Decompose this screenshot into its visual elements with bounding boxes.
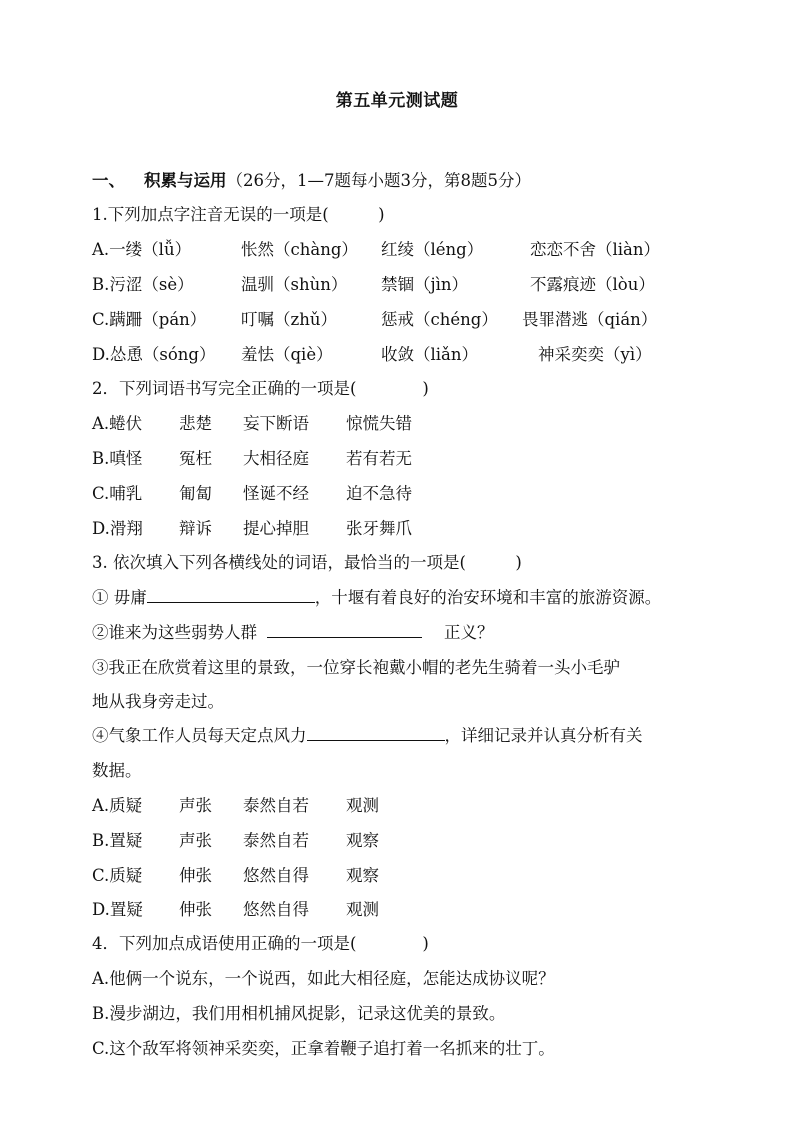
option-cell: 声张 bbox=[179, 831, 212, 850]
option-cell: C.质疑 bbox=[92, 866, 143, 885]
question-4-stem: 4．下列加点成语使用正确的一项是( ) bbox=[92, 934, 429, 953]
question-4-option-a: A.他俩一个说东，一个说西，如此大相径庭，怎能达成协议呢？ bbox=[92, 969, 555, 988]
section-title: 积累与运用 bbox=[144, 171, 227, 190]
option-cell: 禁锢（jìn） bbox=[381, 275, 469, 294]
option-cell: 怅然（chàng） bbox=[241, 240, 358, 259]
option-cell: 迫不急待 bbox=[346, 484, 412, 503]
question-4-option-b: B.漫步湖边，我们用相机捕风捉影，记录这优美的景致。 bbox=[92, 1004, 506, 1023]
option-cell: 若有若无 bbox=[346, 449, 412, 468]
question-4-option-c: C.这个敌军将领神采奕奕，正拿着鞭子追打着一名抓来的壮丁。 bbox=[92, 1039, 555, 1058]
option-cell: 叮嘱（zhǔ） bbox=[241, 310, 337, 329]
option-cell: C.蹒跚（pán） bbox=[92, 310, 207, 329]
option-cell: 羞怯（qiè） bbox=[241, 345, 333, 364]
question-1-stem: 1.下列加点字注音无误的一项是( ) bbox=[92, 205, 385, 224]
option-cell: 观测 bbox=[346, 796, 379, 815]
page-title: 第五单元测试题 bbox=[335, 91, 459, 111]
option-cell: A.一缕（lǚ） bbox=[92, 240, 192, 259]
option-cell: 怪诞不经 bbox=[243, 484, 309, 503]
sentence-prefix: ④气象工作人员每天定点风力 bbox=[92, 726, 307, 745]
question-3-sentence-3-cont: 地从我身旁走过。 bbox=[92, 692, 224, 711]
sentence-suffix: 正义？ bbox=[444, 623, 494, 642]
sentence-suffix: ，十堰有着良好的治安环境和丰富的旅游资源。 bbox=[314, 588, 662, 607]
option-cell: 收敛（liǎn） bbox=[381, 345, 479, 364]
question-3-sentence-4-cont: 数据。 bbox=[92, 761, 142, 780]
option-cell: D.怂恿（sóng） bbox=[92, 345, 216, 364]
option-cell: B.污涩（sè） bbox=[92, 275, 194, 294]
option-cell: D.滑翔 bbox=[92, 519, 143, 538]
question-3-sentence-2 bbox=[92, 618, 494, 648]
option-cell: 惊慌失错 bbox=[346, 414, 412, 433]
option-cell: 冤枉 bbox=[179, 449, 212, 468]
fill-blank bbox=[307, 722, 445, 741]
sentence-prefix: ②谁来为这些弱势人群 bbox=[92, 623, 257, 642]
option-cell: 泰然自若 bbox=[243, 796, 309, 815]
option-cell: 张牙舞爪 bbox=[346, 519, 412, 538]
sentence-suffix: ，详细记录并认真分析有关 bbox=[444, 726, 643, 745]
option-cell: 不露痕迹（lòu） bbox=[530, 275, 655, 294]
option-cell: 观察 bbox=[346, 831, 379, 850]
option-cell: 红绫（léng） bbox=[381, 240, 484, 259]
question-2-stem: 2．下列词语书写完全正确的一项是( ) bbox=[92, 379, 429, 398]
section-note: （26分，1—7题每小题3分，第8题5分） bbox=[226, 171, 531, 190]
option-cell: A.质疑 bbox=[92, 796, 143, 815]
sentence-prefix: ① 毋庸 bbox=[92, 588, 147, 607]
option-cell: 伸张 bbox=[179, 900, 212, 919]
option-cell: 悠然自得 bbox=[243, 900, 309, 919]
option-cell: 观测 bbox=[346, 900, 379, 919]
option-cell: B.嗔怪 bbox=[92, 449, 143, 468]
option-cell: 伸张 bbox=[179, 866, 212, 885]
option-cell: 大相径庭 bbox=[243, 449, 309, 468]
option-cell: 畏罪潜逃（qián） bbox=[522, 310, 658, 329]
option-cell: 辩诉 bbox=[179, 519, 212, 538]
fill-blank bbox=[267, 619, 422, 638]
question-3-sentence-3: ③我正在欣赏着这里的景致，一位穿长袍戴小帽的老先生骑着一头小毛驴 bbox=[92, 658, 620, 677]
option-cell: 匍匐 bbox=[179, 484, 212, 503]
option-cell: D.置疑 bbox=[92, 900, 143, 919]
option-cell: C.哺乳 bbox=[92, 484, 143, 503]
section-number: 一、 bbox=[92, 171, 125, 190]
option-cell: 神采奕奕（yì） bbox=[538, 345, 652, 364]
option-cell: A.蜷伏 bbox=[92, 414, 143, 433]
option-cell: 声张 bbox=[179, 796, 212, 815]
option-cell: 妄下断语 bbox=[243, 414, 309, 433]
option-cell: 温驯（shùn） bbox=[241, 275, 348, 294]
section-heading bbox=[92, 166, 531, 196]
option-cell: B.置疑 bbox=[92, 831, 143, 850]
option-cell: 观察 bbox=[346, 866, 379, 885]
option-cell: 惩戒（chéng） bbox=[381, 310, 498, 329]
option-cell: 悠然自得 bbox=[243, 866, 309, 885]
question-3-sentence-1 bbox=[92, 583, 661, 613]
option-cell: 提心掉胆 bbox=[243, 519, 309, 538]
question-3-stem: 3. 依次填入下列各横线处的词语，最恰当的一项是( ) bbox=[92, 553, 522, 572]
question-3-sentence-4 bbox=[92, 721, 643, 751]
option-cell: 恋恋不舍（liàn） bbox=[530, 240, 661, 259]
fill-blank bbox=[147, 584, 315, 603]
option-cell: 泰然自若 bbox=[243, 831, 309, 850]
option-cell: 悲楚 bbox=[179, 414, 212, 433]
